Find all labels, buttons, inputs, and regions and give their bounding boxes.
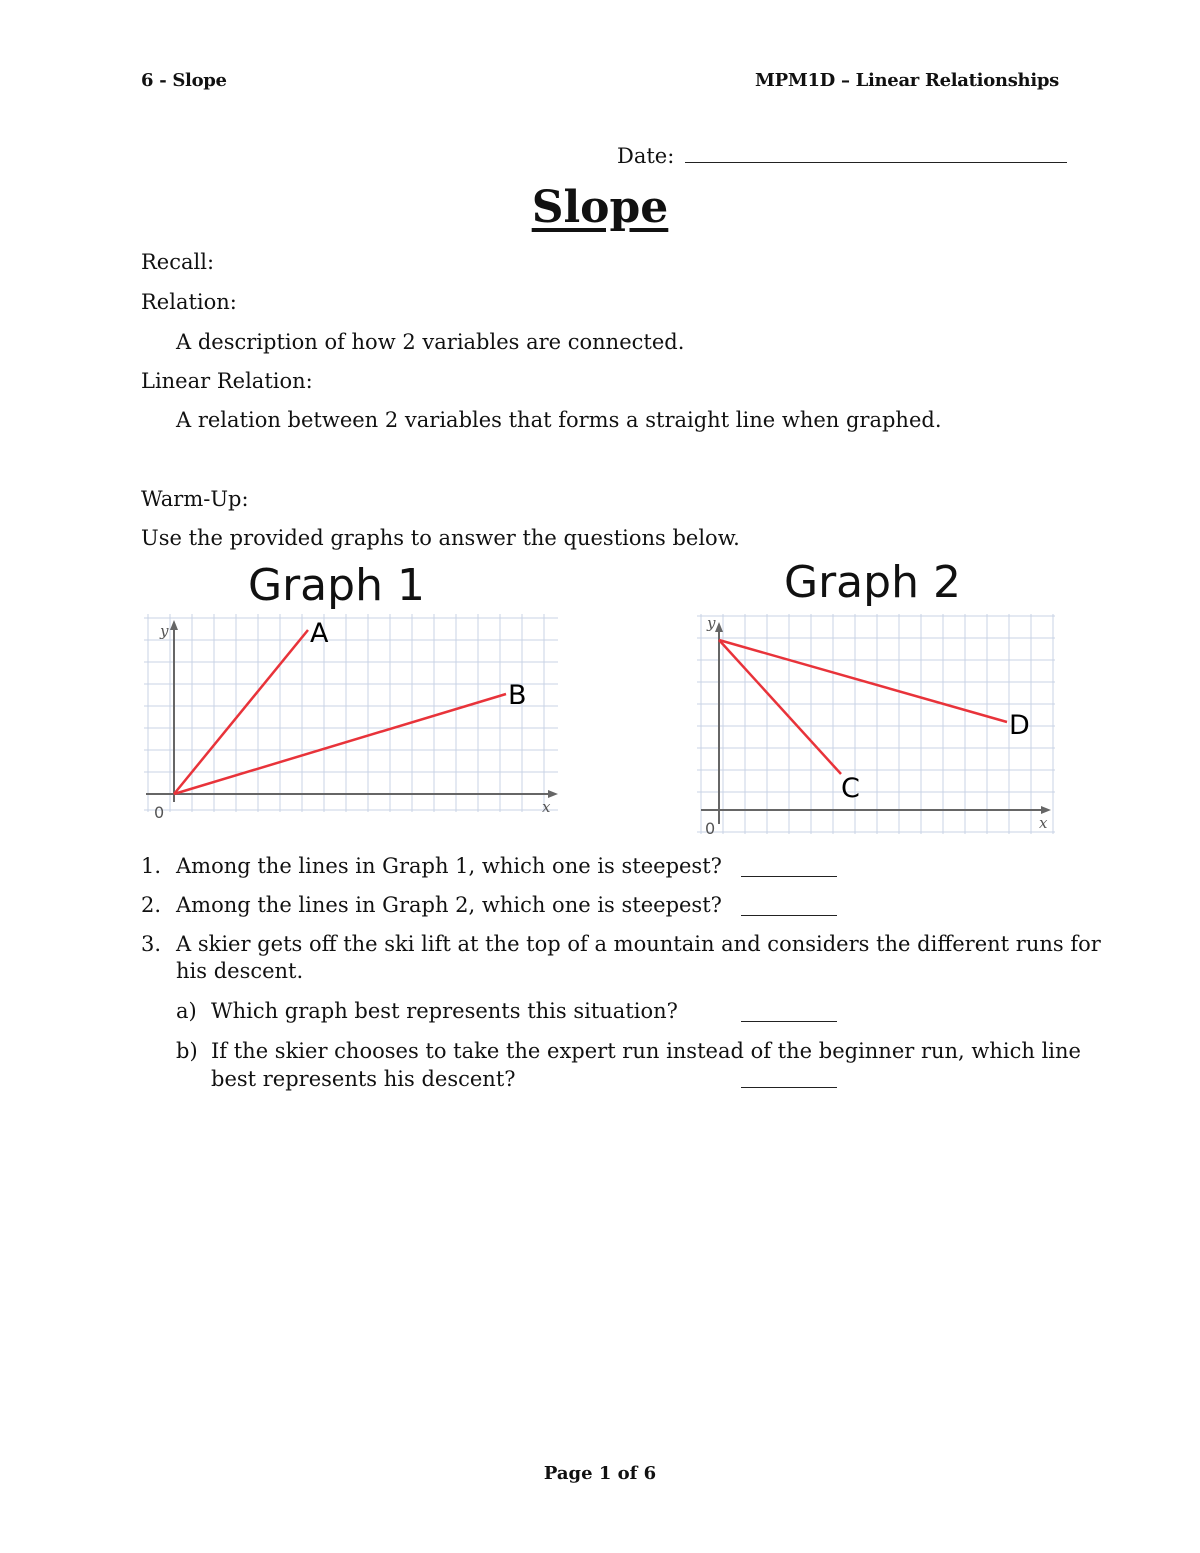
subquestion-a-number: a) [176, 999, 197, 1023]
question-3-text-line1: A skier gets off the ski lift at the top of a mountain and considers the different runs for [176, 932, 1101, 956]
question-2-number: 2. [141, 893, 162, 917]
question-1 [141, 854, 161, 879]
graph-2-x-arrow [1041, 806, 1051, 814]
linear-relation-definition: A relation between 2 variables that forms a straight line when graphed. [176, 408, 942, 432]
graph-2-label-d: D [1009, 710, 1030, 741]
graph-2-grid [697, 614, 1055, 834]
graph-2-title: Graph 2 [784, 557, 961, 608]
header-right: MPM1D – Linear Relationships [754, 70, 1059, 91]
graph-2-line-d [719, 640, 1007, 722]
question-3-text-line2: his descent. [176, 959, 304, 983]
subquestion-a-text: Which graph best represents this situation? [211, 999, 678, 1023]
graph-1-label-a: A [310, 618, 329, 649]
relation-definition: A description of how 2 variables are connected. [176, 330, 685, 354]
question-1-text: Among the lines in Graph 1, which one is steepest? [176, 854, 722, 878]
page-title: Slope [531, 182, 669, 233]
question-1-answer-blank [741, 876, 837, 877]
question-2-answer-blank [741, 915, 837, 916]
subquestion-b-text-line2: best represents his descent? [211, 1067, 516, 1091]
graph-1-line-a [174, 630, 308, 794]
graph-1-y-label: y [160, 622, 169, 640]
subquestion-a-answer-blank [741, 1021, 837, 1022]
graph-2-origin: 0 [705, 819, 716, 838]
subquestion-b-text-line1: If the skier chooses to take the expert run instead of the beginner run, which line [211, 1039, 1081, 1063]
graph-2-x-label: x [1039, 814, 1048, 832]
date-blank [685, 162, 1067, 163]
graph-1-label-b: B [508, 680, 527, 711]
graph-2-y-arrow [715, 622, 723, 632]
graph-2-label-c: C [841, 773, 860, 804]
page-footer: Page 1 of 6 [543, 1463, 657, 1484]
linear-relation-label: Linear Relation: [141, 369, 313, 393]
warmup-instruction: Use the provided graphs to answer the questions below. [141, 526, 740, 550]
subquestion-b-number: b) [176, 1039, 198, 1063]
header-left: 6 - Slope [141, 70, 227, 91]
question-2 [141, 893, 161, 918]
question-3 [141, 932, 161, 957]
graph-1-grid [144, 614, 558, 812]
graph-1-y-arrow [170, 620, 178, 630]
graph-1-x-arrow [548, 790, 558, 798]
graph-1-x-label: x [542, 798, 551, 816]
graph-1 [140, 612, 562, 824]
graph-1-title: Graph 1 [248, 560, 425, 611]
subquestion-b-answer-blank [741, 1087, 837, 1088]
question-2-text: Among the lines in Graph 2, which one is steepest? [176, 893, 722, 917]
graph-2 [695, 612, 1057, 838]
relation-label: Relation: [141, 290, 237, 314]
question-3-number: 3. [141, 932, 162, 956]
date-label: Date: [617, 144, 675, 168]
graph-2-y-label: y [707, 614, 716, 632]
warmup-heading: Warm-Up: [141, 487, 249, 511]
recall-heading: Recall: [141, 250, 215, 274]
graph-1-origin: 0 [154, 803, 165, 822]
date-field [617, 144, 1067, 169]
question-1-number: 1. [141, 854, 162, 878]
